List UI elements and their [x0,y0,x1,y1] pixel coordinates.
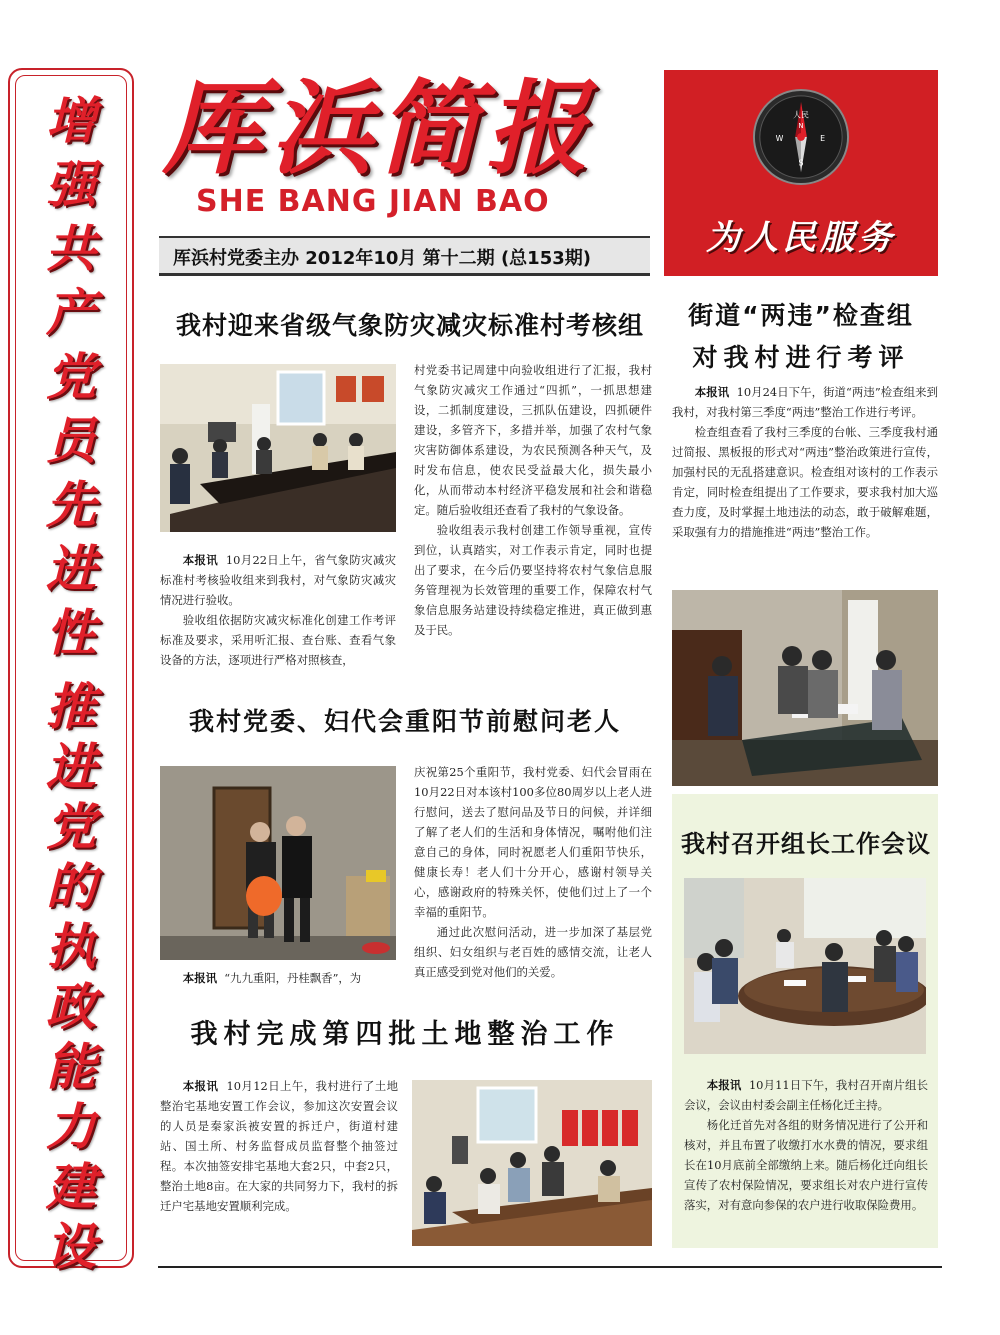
article-1-photo [160,364,396,532]
land-meeting-photo [412,1080,652,1246]
article-1-headline: 我村迎来省级气象防灾减灾标准村考核组 [175,311,644,340]
article-2-col-1-p1: “九九重阳，丹桂飘香”，为 [224,971,362,985]
article-2-headline: 我村党委、妇代会重阳节前慰问老人 [188,707,621,736]
slogan-char: 先 [46,475,96,534]
issue-info: 厍浜村党委主办 2012年10月 第十二期 (总153期) [173,248,591,269]
slogan-char: 执 [46,917,96,976]
compass-icon [752,88,850,186]
article-1-col-1-p1: 10月22日上午，省气象防灾减灾标准村考核验收组来到我村，对气象防灾减灾情况进行验收。 [160,553,396,607]
article-1-col-1-p2: 验收组依据防灾减灾标准化创建工作考评标准及要求，采用听汇报、查台账、查看气象设备的方法，逐项进行严格对照核查， [160,613,396,667]
slogan-char: 产 [46,283,96,342]
slogan-char: 党 [46,347,96,406]
logo-panel [664,70,938,276]
byline: 本报讯 [694,385,730,399]
article-5-p1: 10月11日下午，我村召开南片组长会议，会议由村委会副主任杨化迁主持。 [684,1078,928,1112]
article-4-p2: 检查组查看了我村三季度的台帐、三季度我村通过简报、黑板报的形式对“两违”整治政策进行宣传，加强村民的无乱搭建意识。检查组对该村的工作表示肯定，同时检查组提出了工作要求，要求我村加大巡查力度，及时掌握土地违法的动态，敢于破解难题，采取强有力的措施推进“两违”整治工作。 [672,425,938,539]
slogan-char: 力 [46,1097,96,1156]
slogan-char: 性 [46,603,96,662]
article-4-body [672,382,938,582]
visit-elderly-photo [160,766,396,960]
meeting-room-photo [160,364,396,532]
inspection-photo [672,590,938,786]
slogan-char: 的 [46,857,96,916]
article-4-headline-line-1: 街道“两违”检查组 [688,301,914,330]
slogan-char: 强 [46,155,96,214]
slogan-char: 共 [46,219,96,278]
article-2-col-2 [414,762,652,994]
slogan-char: 设 [46,1217,96,1276]
article-5-p2: 杨化迁首先对各组的财务情况进行了公开和核对，并且布置了收缴打水水费的情况，要求组长在10月底前全部缴纳上来。随后杨化迁向组长宣传了农村保险情况，要求组长对农户进行宣传落实，对有意向参保的农户进行收取保险费用。 [684,1118,928,1212]
article-1-col-1 [160,550,396,674]
compass-dir-w: W [775,133,784,143]
byline: 本报讯 [182,553,218,567]
slogan-char: 增 [46,91,96,150]
compass-label: 人民 [793,110,809,120]
slogan-char: 进 [46,737,96,796]
article-1-col-2-p2: 验收组表示我村创建工作领导重视，宣传到位，认真踏实，对工作表示肯定，同时也提出了要求，在今后仍要坚持将农村气象信息服务管理视为长效管理的重要工作，保障农村气象信息服务站建设持续稳定推进，真正做到惠及于民。 [414,523,652,637]
article-3-headline: 我村完成第四批土地整治工作 [190,1019,620,1050]
article-4-headline-line-2: 对我村进行考评 [692,343,910,372]
leaders-meeting-photo [684,878,926,1054]
issue-bar [159,236,650,276]
byline: 本报讯 [706,1078,742,1092]
article-5-photo [684,878,926,1054]
article-5-body [684,1075,928,1235]
article-5-headline: 我村召开组长工作会议 [681,830,931,858]
slogan-frame [8,68,134,1276]
masthead-pinyin: SHE BANG JIAN BAO [196,184,550,219]
article-1-col-2 [414,360,652,676]
article-1-col-2-p1: 村党委书记周建中向验收组进行了汇报，我村气象防灾减灾工作通过“四抓”，一抓思想建设，二抓制度建设，三抓队伍建设，四抓硬件建设，多管齐下，多措并举，加强了农村气象灾害防御体系建设，为农民预测各种天气，及时发布信息，使农民受益最大化，损失最小化，从而带动本村经济平稳发展和社会和谐稳定。随后验收组还查看了我村的气象设备。 [414,363,652,517]
bottom-rule [158,1266,942,1268]
slogan-char: 建 [46,1157,96,1216]
slogan-line-2 [10,677,132,1276]
slogan-line-1 [10,91,132,662]
article-3-col-1 [160,1076,398,1256]
slogan-char: 进 [46,539,96,598]
article-2-col-2-p1: 庆祝第25个重阳节，我村党委、妇代会冒雨在10月22日对本该村100多位80周岁以上老人进行慰问，送去了慰问品及节日的问候，并详细了解了老人们的生活和身体情况，嘱咐他们注意自己的身体，同时祝愿老人们重阳节快乐，健康长寿！老人们十分开心，感谢村领导关心，感谢政府的特殊关怀，使他们过上了一个幸福的重阳节。 [414,765,652,919]
compass-dir-e: E [820,133,826,143]
article-4-photo [672,590,938,786]
logo-motto: 为人民服务 [706,218,896,258]
slogan-char: 政 [46,977,96,1036]
slogan-char: 能 [46,1037,96,1096]
compass-dir-s: S [798,158,804,168]
slogan-char: 推 [46,677,96,736]
article-3-col-1-p1: 10月12日上午，我村进行了土地整治宅基地安置工作会议，参加这次安置会议的人员是秦家浜被安置的拆迁户，街道村建站、国土所、村务监督成员监督整个抽签过程。本次抽签安排宅基地大套2只，中套2只，整治土地8亩。在大家的共同努力下，我村的拆迁户宅基地安置顺利完成。 [160,1079,398,1213]
article-2-photo [160,766,396,960]
slogan-char: 党 [46,797,96,856]
article-2-col-1 [160,968,396,992]
compass-dir-n: N [798,122,804,131]
article-2-col-2-p2: 通过此次慰问活动，进一步加深了基层党组织、妇女组织与老百姓的感情交流，让老人真正感受到党对他们的关爱。 [414,925,652,979]
article-4-p1: 10月24日下午，街道“两违”检查组来到我村，对我村第三季度“两违”整治工作进行考评。 [672,385,938,419]
article-3-photo [412,1080,652,1246]
masthead-title: 厍浜简报 [162,69,594,189]
byline: 本报讯 [182,971,217,985]
byline: 本报讯 [182,1079,219,1093]
slogan-char: 员 [46,411,96,470]
